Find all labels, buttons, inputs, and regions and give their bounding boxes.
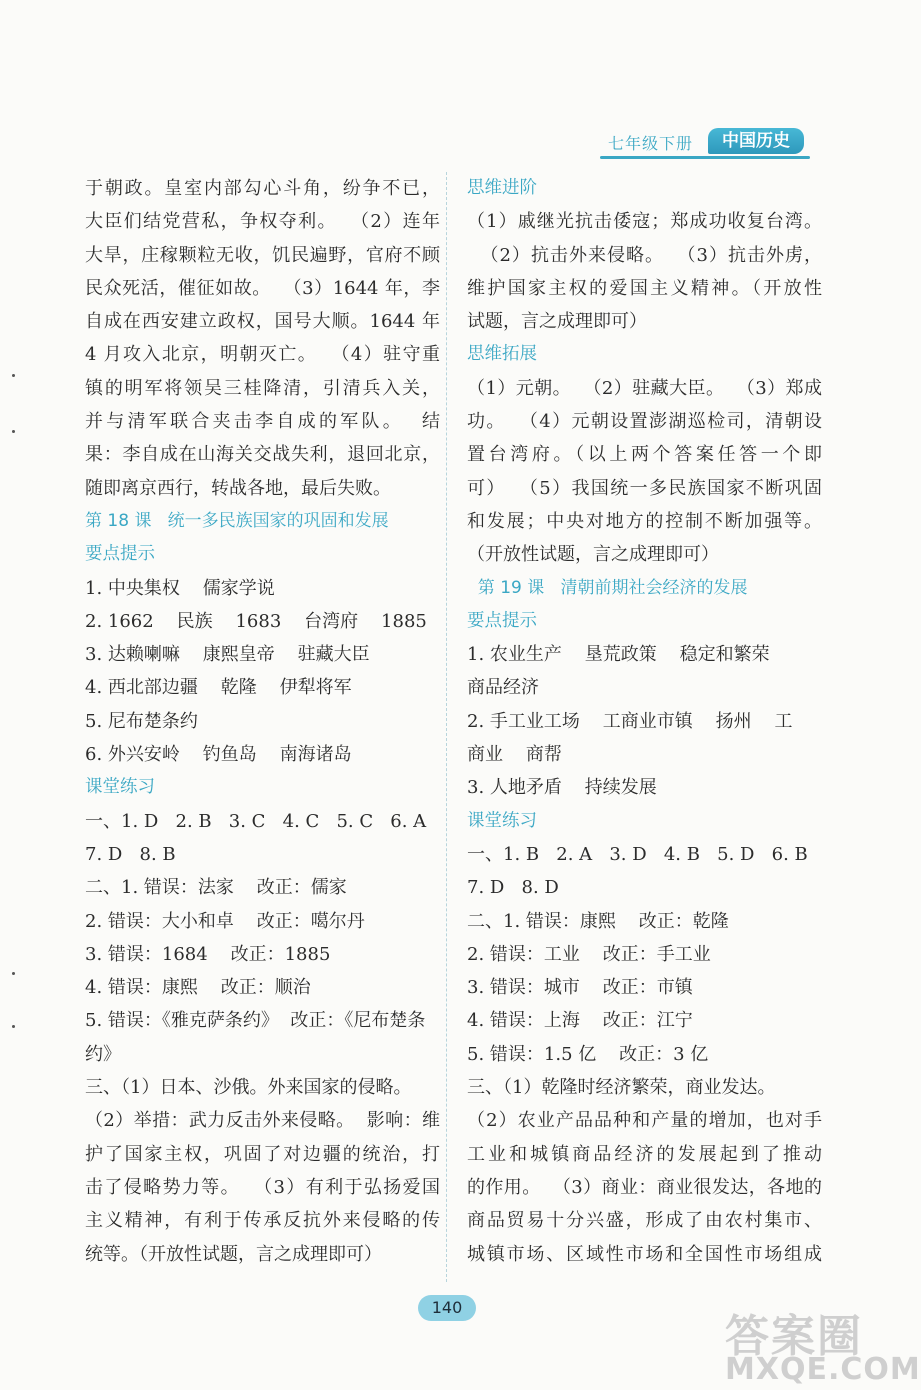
key-point: 3. 达赖喇嘛 康熙皇帝 驻藏大臣 [85, 644, 370, 666]
text-line: 自成在西安建立政权，国号大顺。1644 年 [85, 311, 440, 333]
answer-line: （2）农业产品品种和产量的增加，也对手 [467, 1110, 822, 1132]
key-points-heading: 要点提示 [85, 544, 155, 565]
answer-line: 三、（1）乾隆时经济繁荣，商业发达。 [467, 1077, 776, 1099]
margin-dot [12, 1025, 15, 1028]
answer-line: 约》 [85, 1043, 121, 1065]
answer-line: 二、1. 错误：康熙 改正：乾隆 [467, 910, 729, 932]
advanced-thinking-heading: 思维进阶 [467, 178, 537, 198]
answer-line: 7. D 8. D [467, 877, 559, 899]
class-practice-heading: 课堂练习 [467, 810, 537, 831]
margin-dot [12, 972, 15, 975]
watermark-text-en: MXQE.COM [725, 1352, 921, 1387]
margin-dot [12, 374, 15, 377]
answer-line: 3. 错误：1684 改正：1885 [85, 943, 331, 965]
answer-line: 二、1. 错误：法家 改正：儒家 [85, 877, 347, 899]
text-line: （开放性试题，言之成理即可） [467, 544, 719, 566]
answer-line: 城镇市场、区域性市场和全国性市场组成 [467, 1243, 822, 1265]
answer-line: 5. 错误：1.5 亿 改正：3 亿 [467, 1043, 709, 1065]
answer-line: 7. D 8. B [85, 843, 176, 865]
text-line: 民众死活，催征如故。 （3）1644 年，李 [85, 277, 440, 299]
answer-line: 统等。（开放性试题，言之成理即可） [85, 1243, 382, 1265]
text-line: 和发展；中央对地方的控制不断加强等。 [467, 510, 822, 532]
header-underline [600, 156, 810, 159]
text-line: 大旱，庄稼颗粒无收，饥民遍野，官府不顾 [85, 244, 440, 266]
text-line: 可） （5）我国统一多民族国家不断巩固 [467, 477, 822, 499]
key-points-heading: 要点提示 [467, 610, 537, 631]
extended-thinking-heading: 思维拓展 [467, 344, 537, 365]
answer-line: 2. 错误：工业 改正：手工业 [467, 943, 711, 965]
text-line: 并与清军联合夹击李自成的军队。 结 [85, 411, 440, 433]
text-line: 果：李自成在山海关交战失利，退回北京， [85, 444, 440, 466]
text-line: 维护国家主权的爱国主义精神。（开放性 [467, 277, 822, 299]
key-point: 5. 尼布楚条约 [85, 710, 198, 732]
key-point: 6. 外兴安岭 钓鱼岛 南海诸岛 [85, 744, 352, 766]
answer-line: 4. 错误：康熙 改正：顺治 [85, 977, 311, 999]
text-line: 随即离京西行，转战各地，最后失败。 [85, 477, 391, 499]
answer-line: （2）举措：武力反击外来侵略。 影响：维 [85, 1110, 440, 1132]
text-line: 镇的明军将领吴三桂降清，引清兵入关， [85, 377, 440, 399]
answer-line: 三、（1）日本、沙俄。外来国家的侵略。 [85, 1077, 412, 1099]
key-point: 3. 人地矛盾 持续发展 [467, 777, 657, 799]
text-line: （1）戚继光抗击倭寇；郑成功收复台湾。 [467, 211, 822, 233]
page-header [600, 128, 810, 160]
answer-line: 击了侵略势力等。 （3）有利于弘扬爱国 [85, 1176, 440, 1198]
column-divider [446, 172, 448, 1282]
page-number: 140 [418, 1295, 476, 1321]
answer-line: 主义精神，有利于传承反抗外来侵略的传 [85, 1210, 440, 1232]
key-point: 1. 农业生产 垦荒政策 稳定和繁荣 [467, 644, 770, 666]
class-practice-heading: 课堂练习 [85, 777, 155, 798]
answer-line: 5. 错误：《雅克萨条约》 改正：《尼布楚条 [85, 1010, 426, 1032]
text-line: 大臣们结党营私，争权夺利。 （2）连年 [85, 211, 440, 233]
text-line: 功。 （4）元朝设置澎湖巡检司，清朝设 [467, 411, 822, 433]
answer-line: 2. 错误：大小和卓 改正：噶尔丹 [85, 910, 365, 932]
watermark-logo [725, 1300, 921, 1387]
text-line: 4 月攻入北京，明朝灭亡。 （4）驻守重 [85, 344, 440, 366]
answer-line: 商品贸易十分兴盛，形成了由农村集市、 [467, 1210, 822, 1232]
grade-label: 七年级下册 [608, 134, 694, 153]
left-column [85, 172, 440, 1271]
lesson-18-title: 第 18 课 统一多民族国家的巩固和发展 [85, 510, 389, 531]
answer-line: 3. 错误：城市 改正：市镇 [467, 977, 693, 999]
key-point: 1. 中央集权 儒家学说 [85, 577, 275, 599]
subject-badge: 中国历史 [708, 128, 804, 154]
lesson-19-title: 第 19 课 清朝前期社会经济的发展 [467, 577, 748, 598]
answer-line: 的作用。 （3）商业：商业很发达，各地的 [467, 1176, 822, 1198]
right-column [467, 172, 822, 1271]
text-line: （2）抗击外来侵略。 （3）抗击外虏， [467, 244, 822, 266]
answer-line: 4. 错误：上海 改正：江宁 [467, 1010, 693, 1032]
text-line: （1）元朝。 （2）驻藏大臣。 （3）郑成 [467, 377, 822, 399]
text-line: 试题，言之成理即可） [467, 311, 647, 333]
answer-line: 工业和城镇商品经济的发展起到了推动 [467, 1143, 822, 1165]
answer-line: 一、1. D 2. B 3. C 4. C 5. C 6. A [85, 810, 427, 832]
watermark-text-cn: 答案圈 [725, 1311, 863, 1362]
margin-dot [12, 430, 15, 433]
answer-line: 一、1. B 2. A 3. D 4. B 5. D 6. B [467, 843, 808, 865]
key-point: 4. 西北部边疆 乾隆 伊犁将军 [85, 677, 352, 699]
text-line: 于朝政。皇室内部勾心斗角，纷争不已， [85, 178, 440, 199]
key-point: 商业 商帮 [467, 744, 562, 766]
key-point: 商品经济 [467, 677, 539, 699]
key-point: 2. 1662 民族 1683 台湾府 1885 [85, 610, 427, 632]
text-line: 置台湾府。（以上两个答案任答一个即 [467, 444, 822, 466]
key-point: 2. 手工业工场 工商业市镇 扬州 工 [467, 710, 793, 732]
answer-line: 护了国家主权，巩固了对边疆的统治，打 [85, 1143, 440, 1165]
